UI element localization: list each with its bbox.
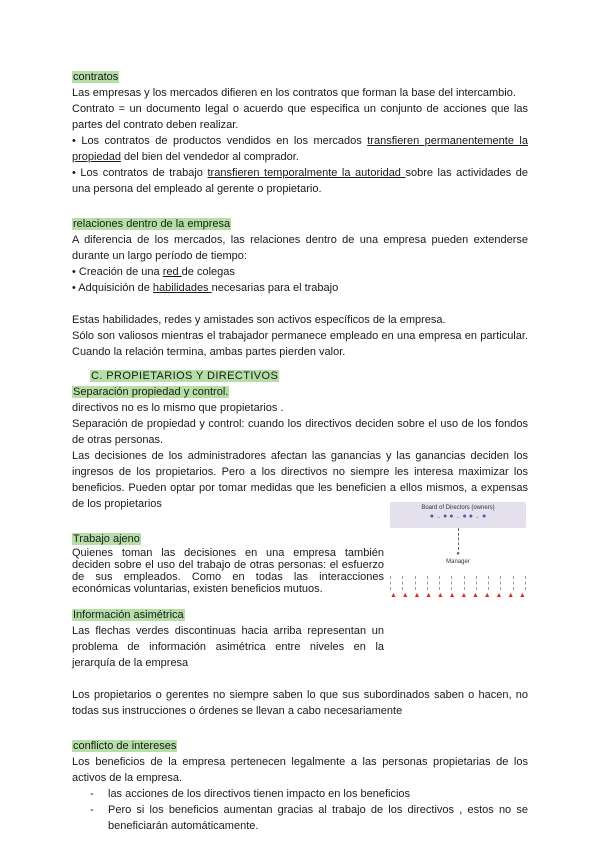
dashed-up-arrow — [415, 576, 416, 590]
paragraph: Quienes toman las decisiones en una empresa también deciden sobre el uso del trabajo de otras personas: el esfuerzo de sus empleados. Como en todas las interacciones económicas voluntarias, existen beneficios mutuos. — [72, 547, 384, 595]
hierarchy-figure — [390, 502, 526, 612]
dashed-up-arrow — [488, 576, 489, 590]
workers-row — [390, 592, 526, 600]
dashed-arrow — [458, 528, 459, 550]
section-contratos — [72, 69, 528, 197]
heading-info-asimetrica: Información asimétrica — [73, 609, 184, 621]
worker-person-icon: ▲ — [483, 592, 491, 599]
worker-person-icon: ▲ — [390, 592, 397, 599]
dashed-up-arrow — [451, 576, 452, 590]
list-item: - Pero si los beneficios aumentan gracias al trabajo de los directivos , estos no se beneficiarán automáticamente. — [72, 802, 528, 834]
arrow-icon: ↔ — [474, 514, 480, 520]
heading-conflicto: conflicto de intereses — [73, 740, 177, 752]
dashed-up-arrow — [500, 576, 501, 590]
worker-person-icon: ▲ — [425, 592, 433, 599]
paragraph: Las flechas verdes discontinuas hacia arriba representan un problema de información asimétrica entre niveles en la jerarquía de la empresa — [72, 625, 384, 669]
document-body — [72, 69, 528, 834]
paragraph: Separación de propiedad y control: cuando los directivos deciden sobre el uso de los fondos de otras personas. — [72, 418, 528, 446]
list-item: - las acciones de los directivos tienen impacto en los beneficios — [72, 786, 528, 802]
dashed-up-arrow — [439, 576, 440, 590]
worker-person-icon: ▲ — [436, 592, 444, 599]
arrow-icon: ↔ — [436, 514, 442, 520]
worker-person-icon: ▲ — [518, 592, 526, 599]
section-propietarios — [72, 368, 528, 512]
dashed-up-arrow — [464, 576, 465, 590]
heading-relaciones: relaciones dentro de la empresa — [73, 218, 231, 230]
section-info-asimetrica — [72, 607, 384, 671]
dashed-up-arrow — [513, 576, 514, 590]
worker-person-icon: ▲ — [460, 592, 468, 599]
owner-person-icon: ● — [468, 513, 473, 520]
owner-person-icon: ● — [462, 513, 467, 520]
paragraph: A diferencia de los mercados, las relaciones dentro de una empresa pueden extenderse durante un largo período de tiempo: — [72, 234, 528, 262]
paragraph: Los beneficios de la empresa pertenecen legalmente a las personas propietarias de los activos de la empresa. — [72, 756, 528, 784]
section-relaciones — [72, 216, 528, 360]
paragraph: Contrato = un documento legal o acuerdo que especifica un conjunto de acciones que las partes del contrato deben realizar. — [72, 103, 528, 131]
heading-trabajo-ajeno: Trabajo ajeno — [73, 533, 140, 545]
worker-person-icon: ▲ — [507, 592, 515, 599]
dashed-up-arrow — [402, 576, 403, 590]
manager-label: Manager — [446, 559, 470, 565]
owner-person-icon: ● — [449, 513, 454, 520]
owner-person-icon: ● — [429, 513, 435, 520]
owner-person-icon: ● — [481, 513, 487, 520]
paragraph: Sólo son valiosos mientras el trabajador permanece empleado en una empresa en particular. Cuando la relación termina, ambas partes pierden valor. — [72, 330, 528, 358]
dashed-up-arrow — [390, 576, 391, 590]
subheading-separacion: Separación propiedad y control. — [73, 386, 229, 398]
bullet-item: • Los contratos de trabajo transfieren temporalmente la autoridad sobre las actividades de una persona del empleado al gerente o propietario. — [72, 167, 528, 195]
board-title: Board of Directors (owners) — [421, 505, 495, 511]
board-box — [390, 502, 526, 528]
paragraph: Las decisiones de los administradores afectan las ganancias y las ganancias deciden los ingresos de los propietarios. Pero a los directivos no siempre les interesa maximizar los beneficios. Pueden optar por tomar medidas que les beneficien a ellos mismos, a expensas de los propietarios — [72, 450, 528, 510]
worker-person-icon: ▲ — [413, 592, 421, 599]
bullet-item: • Los contratos de productos vendidos en los mercados transfieren permanentemente la propiedad del bien del vendedor al comprador. — [72, 135, 528, 163]
heading-propietarios: C. PROPIETARIOS Y DIRECTIVOS — [91, 370, 279, 382]
dashed-up-arrow — [476, 576, 477, 590]
paragraph: Los propietarios o gerentes no siempre saben lo que sus subordinados saben o hacen, no todas sus instrucciones o órdenes se llevan a cabo necesariamente — [72, 689, 528, 717]
worker-person-icon: ▲ — [472, 592, 479, 599]
section-trabajo-ajeno — [72, 531, 384, 595]
dashed-arrows-row — [390, 576, 526, 590]
paragraph: Las empresas y los mercados difieren en los contratos que forman la base del intercambio. — [72, 87, 516, 99]
manager-node — [390, 550, 526, 566]
arrow-icon: ↔ — [455, 514, 461, 520]
worker-person-icon: ▲ — [401, 592, 409, 599]
manager-icon: ● — [456, 551, 460, 557]
dashed-up-arrow — [525, 576, 526, 590]
board-members — [390, 513, 526, 521]
dashed-up-arrow — [427, 576, 428, 590]
worker-person-icon: ▲ — [495, 592, 503, 599]
bullet-item: • Creación de una red de colegas — [72, 266, 235, 278]
worker-person-icon: ▲ — [448, 592, 456, 599]
bullet-item: • Adquisición de habilidades necesarias para el trabajo — [72, 282, 339, 294]
owner-person-icon: ● — [443, 513, 448, 520]
paragraph: Estas habilidades, redes y amistades son activos específicos de la empresa. — [72, 314, 446, 326]
paragraph: directivos no es lo mismo que propietarios . — [72, 402, 284, 414]
heading-contratos: contratos — [73, 71, 119, 83]
section-conflicto — [72, 738, 528, 834]
